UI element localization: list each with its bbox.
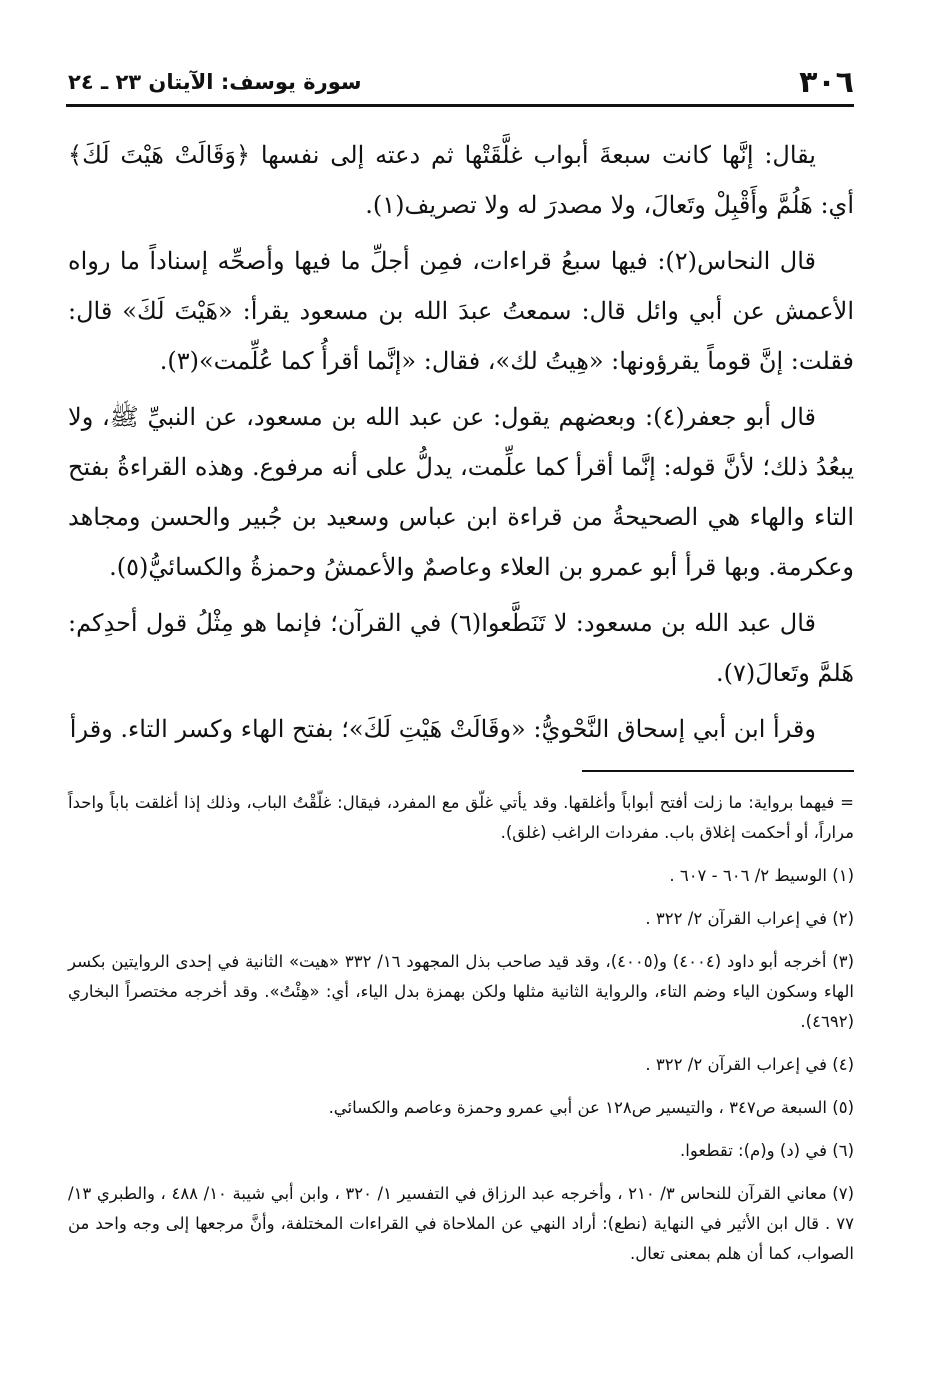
paragraph: وقرأ ابن أبي إسحاق النَّحْويُّ: «وقَالَتْ هَيْتِ لَكَ»؛ بفتح الهاء وكسر التاء. وقرأ (69, 715, 816, 743)
footnote: = فيهما برواية: ما زلت أفتح أبواباً وأغلقها. وقد يأتي غلّق مع المفرد، فيقال: غلّقْتُ الباب، وذلك إذا أغلقت باباً واحداً مراراً، أو أحكمت إغلاق باب. مفردات الراغب (غلق). (68, 793, 854, 842)
footnotes (68, 788, 854, 1282)
footnote: (٦) في (د) و(م): تقطعوا. (680, 1141, 854, 1160)
footnote: (٥) السبعة ص٣٤٧ ، والتيسير ص١٢٨ عن أبي عمرو وحمزة وعاصم والكسائي. (328, 1098, 854, 1117)
page-header (68, 62, 854, 102)
page-number: ٣٠٦ (799, 64, 854, 100)
paragraph: قال عبد الله بن مسعود: لا تَنَطَّعوا(٦) في القرآن؛ فإنما هو مِثْلُ قول أحدِكم: هَلمَّ وتَعالَ(٧). (68, 609, 854, 687)
footnote: (٣) أخرجه أبو داود (٤٠٠٤) و(٤٠٠٥)، وقد قيد صاحب بذل المجهود ١٦/ ٣٣٢ «هيت» الثانية في إحدى الروايتين بكسر الهاء وسكون الياء وضم التاء، والرواية الثانية مثلها ولكن بهمزة بدل الياء، أي: «هِئْتُ». وقد أخرجه مختصراً البخاري (٤٦٩٢). (68, 952, 854, 1031)
paragraph: قال النحاس(٢): فيها سبعُ قراءات، فمِن أجلِّ ما فيها وأصحِّه إسناداً ما رواه الأعمش عن أبي وائل قال: سمعتُ عبدَ الله بن مسعود يقرأ: «هَيْتَ لَكَ» قال: فقلت: إنَّ قوماً يقرؤونها: «هِيتُ لك»، فقال: «إنَّما أقرأُ كما عُلِّمت»(٣). (68, 247, 854, 375)
header-rule (66, 104, 854, 107)
footnote-separator (582, 770, 854, 772)
footnote: (٧) معاني القرآن للنحاس ٣/ ٢١٠ ، وأخرجه عبد الرزاق في التفسير ١/ ٣٢٠ ، وابن أبي شيبة ١٠/ ٤٨٨ ، والطبري ١٣/ ٧٧ . قال ابن الأثير في النهاية (نطع): أراد النهي عن الملاحاة في القراءات المختلفة، وأنَّ مرجعها إلى وجه واحد من الصواب، كما أن هلم بمعنى تعال. (68, 1184, 854, 1263)
footnote: (٢) في إعراب القرآن ٢/ ٣٢٢ . (645, 909, 854, 928)
footnote: (٤) في إعراب القرآن ٢/ ٣٢٢ . (645, 1055, 854, 1074)
paragraph: قال أبو جعفر(٤): وبعضهم يقول: عن عبد الله بن مسعود، عن النبيِّ ﷺ، ولا يبعُدُ ذلك؛ لأنَّ قوله: إنَّما أقرأ كما علِّمت، يدلُّ على أنه مرفوع. وهذه القراءةُ بفتح التاء والهاء هي الصحيحةُ من قراءة ابن عباس وسعيد بن جُبير والحسن ومجاهد وعكرمة. وبها قرأ أبو عمرو بن العلاء وعاصمٌ والأعمشُ وحمزةُ والكسائيُّ(٥). (68, 403, 854, 581)
paragraph: يقال: إنَّها كانت سبعةَ أبواب غلَّقَتْها ثم دعته إلى نفسها ﴿وَقَالَتْ هَيْتَ لَكَ﴾ أي: هَلُمَّ وأَقْبِلْ وتَعالَ، ولا مصدرَ له ولا تصريف(١). (68, 141, 854, 219)
footnote: (١) الوسيط ٢/ ٦٠٦ - ٦٠٧ . (669, 866, 854, 885)
main-text (68, 130, 854, 760)
running-title: سورة يوسف: الآيتان ٢٣ ـ ٢٤ (68, 70, 362, 94)
